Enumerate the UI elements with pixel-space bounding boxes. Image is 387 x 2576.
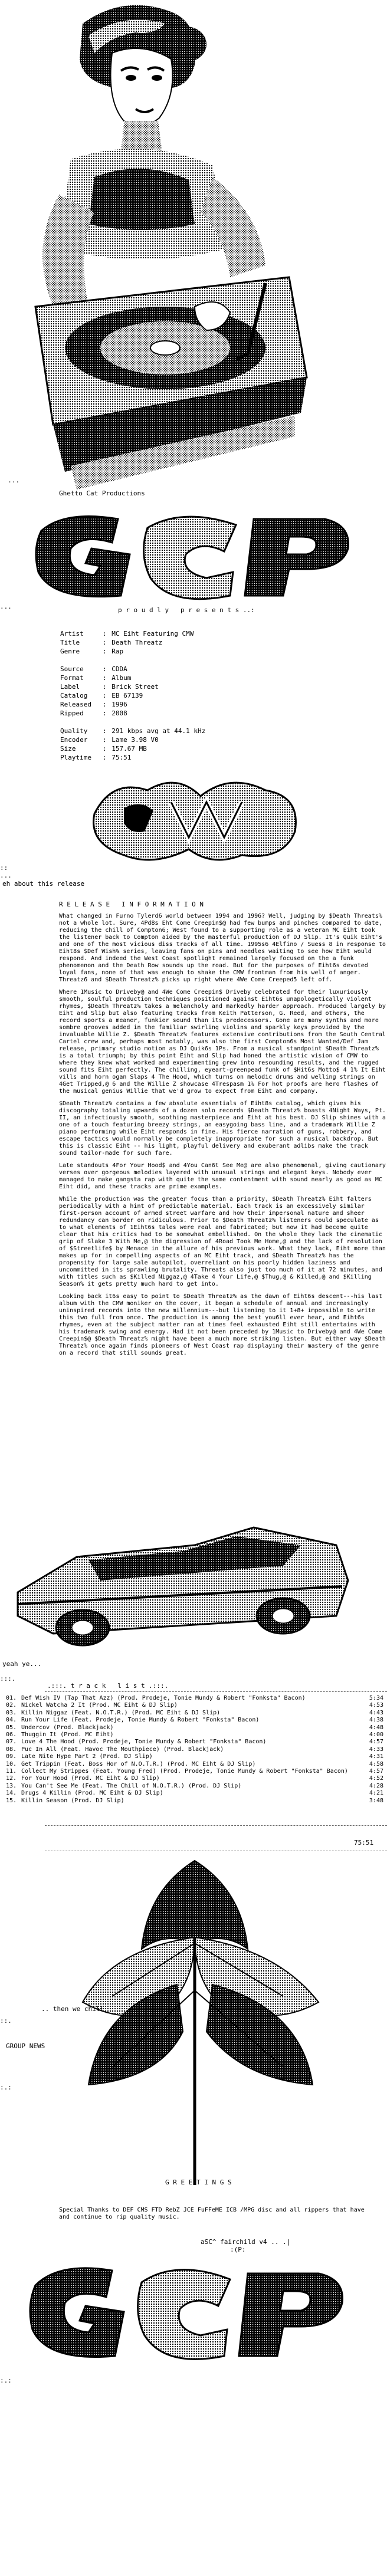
release-info-row [60,630,205,638]
release-info-row [60,709,205,717]
track-time: 4:21 [369,1790,383,1797]
release-info-value: 1996 [111,701,127,708]
release-info-row [60,727,205,735]
chill-text: .. then we chill [41,2005,104,2013]
total-playtime: 75:51 [354,1839,374,1846]
release-info-table [59,629,206,763]
gcp-logo-bottom [24,2259,354,2371]
track-row [6,1798,383,1805]
release-info-separator: : [103,648,111,655]
track-title: Get Trippin (Feat. Boss Hor of N.O.T.R.) (Prod. MC Eiht & DJ Slip) [21,1760,256,1767]
release-info-key: Size [60,745,76,753]
release-info-paragraph: $Death Threatz% contains a few absolute essentials of Eiht8s catalog, which gives his discography totaling upwards of a dozen solo records $Death Threatz% boasts 4Night Ways, Pt. II, an infectiously smooth, soothing masterpiece and Eiht at his best. DJ Slip shines with a one of a touch featuring breezy strings, an easygoing bass line, and a trademark Willie Z piano performing while Eiht responds in fine. His fierce narration of guns, robbery, and escape tactics would normally be completely inappropriate for such a musical backdrop. But this is classic Eiht -- his light, playful delivery and exuberant adlibs make the track sound tailor-made for such fare. [59,1100,386,1156]
track-title: Puc In All (Feat. Havoc The Mouthpiece) (Prod. Blackjack) [21,1746,224,1753]
release-info-row [60,639,205,646]
release-info-separator: : [103,639,111,646]
release-info-separator: : [103,683,111,691]
release-info-key: Encoder [60,736,88,744]
release-info-value: Rap [111,648,124,655]
release-info-key: Playtime [60,754,91,761]
tracklist-label: yeah ye... [2,1660,42,1668]
track-title: You Can't See Me (Feat. The Chill of N.O.T.R.) (Prod. DJ Slip) [21,1782,242,1789]
release-info-value: Brick Street [111,683,159,691]
track-row [6,1710,383,1717]
about-label: eh about this release [2,880,85,888]
track-time: 4:48 [369,1724,383,1731]
release-info-paragraph: Where 1Music to Driveby@ and 4We Come Creepin$ Driveby celebrated for their luxuriously smooth, soulful production techniques positioned against Eiht6s unapologetically violent rhymes, $Death Threatz% takes a melancholy and markedly harder approach. Produced largely by Eiht and Slip but also featuring tracks from Keith Patterson, G. Reed, and others, the record sports a meaner, funkier sound than its predecessors. Gone are many synths and more sombre grooves added in the familiar swirling violins and sparkly keys provided by the invaluable Willie Z. $Death Threatz% features extensive contributions from the South Central Cartel crew and, perhaps most notably, was also the first Compton6s Most Wanted/Def Jam release, primary studio motion as DJ Quik6s 1Ps. From a musical standpoint $Death Threatz% is a total triumph; by this point Eiht and Slip had honed the artistic vision of CMW to where they knew what worked and experimenting grew into resounding results, and the rugged sound fits Eiht perfectly. The chilling, eyeart-greenpead funk of $Hit6s Motto$ 4 1% It Eiht vills and horn ogan Slaps 4 The Hood, which turns on melodic drums and welling strings on 4Get Tripped,@ 6 and the Willie Z showcase 4Trespasm 1% For hot proofs are hero flashes of the musical genius Willie that we'd grow to expect from Eiht and company. [59,989,386,1095]
track-number: 10. [6,1760,17,1767]
track-title: Late Nite Hype Part 2 (Prod. DJ Slip) [21,1753,153,1760]
lowrider-car-illustration [6,1510,360,1651]
dj-girl-illustration [18,0,313,501]
track-time: 3:48 [369,1797,383,1804]
release-info-key: Quality [60,727,88,735]
track-time: 4:57 [369,1739,383,1746]
dots-decor: ... [0,477,20,484]
footer-dots: :.: [0,2377,12,2384]
track-number: 15. [6,1797,17,1804]
release-info-separator: : [103,674,111,682]
gcp-logo [29,507,360,607]
group-news-dots: ::. [0,2017,12,2025]
track-title: Thuggin It (Prod. MC Eiht) [21,1731,114,1739]
about-dots: :: ... [0,864,12,879]
track-row [6,1695,383,1702]
track-number: 13. [6,1782,17,1789]
tracklist-bottom-rule [45,1825,387,1826]
release-info-value: 75:51 [111,754,132,761]
track-number: 01. [6,1695,17,1701]
track-time: 5:34 [369,1695,383,1701]
track-row [6,1717,383,1724]
release-info-separator: : [103,701,111,708]
greetings-text: Special Thanks to DEF CMS FTD RebZ JCE FuFFeME ICB /MPG disc and all rippers that have and continue to rip quality music. [59,2207,365,2220]
release-info-heading: R E L E A S E I N F O R M A T I O N [59,901,204,908]
track-title: Run Your Life (Feat. Prodeje, Tonie Mundy & Robert "Fonksta" Bacon) [21,1717,260,1724]
release-info-key: Source [60,665,84,673]
release-info-key: Genre [60,648,80,655]
track-row [6,1768,383,1775]
track-number: 11. [6,1768,17,1775]
release-info-text [59,913,386,1362]
release-info-paragraph: Looking back it6s easy to point to $Death Threatz% as the dawn of Eiht6s descent---his last album with the CMW moniker on the cover, it began a schedule of annual and increasingly uninspired records into the new millennium---but listening to it 1+8+ impossible to write this two full from once. The production is among the best you6ll ever hear, and Eiht6s rhymes, even at the subject matter ran at times feel exhausted Eiht still entertains with his trademark swing and energy. Had it not been preceded by 1Music to Driveby@ and 4We Come Creepin$@ $Death Threatz% might have been a much more striking listen. But either way $Death Threatz% once again finds pioneers of West Coast rap displaying their mastery of the genre on a record that still sounds great. [59,1293,386,1356]
track-title: For Your Hood (Prod. MC Eiht & DJ Slip) [21,1775,160,1782]
release-info-separator: : [103,692,111,699]
track-title: Nickel Watcha 2 It (Prod. MC Eiht & DJ Slip) [21,1702,178,1709]
greetings-dots: :.: [0,2084,12,2091]
group-news-label: GROUP NEWS [6,2042,45,2050]
release-info-value: Album [111,674,132,682]
logo-dots-left: ... [0,603,12,610]
track-row [6,1702,383,1709]
track-time: 4:00 [369,1731,383,1739]
release-info-separator: : [103,630,111,638]
track-row [6,1761,383,1768]
release-info-row [60,674,205,682]
release-info-key: Artist [60,630,84,638]
track-row [6,1783,383,1790]
release-info-row [60,692,205,699]
track-time: 4:28 [369,1782,383,1789]
track-number: 07. [6,1739,17,1746]
release-info-panel [59,629,206,763]
track-row [6,1753,383,1760]
tracklist-top-rule [45,1691,387,1692]
track-number: 06. [6,1731,17,1739]
release-info-key: Released [60,701,91,708]
release-info-value: CDDA [111,665,127,673]
release-info-row [60,648,205,655]
track-time: 4:52 [369,1775,383,1782]
release-info-key: Format [60,674,84,682]
release-info-row [60,745,205,753]
release-info-value: MC Eiht Featuring CMW [111,630,194,638]
release-info-paragraph: Late standouts 4For Your Hood$ and 4You Can6t See Me@ are also phenomenal, giving cautionary verses over gorgeous melodies layered with unusual strings and elegant keys. Nobody ever managed to make gangsta rap with quite the same contentment with sound nearly as good as MC Eiht did, and these tracks are prime examples. [59,1162,386,1190]
track-row [6,1731,383,1739]
track-title: Drugs 4 Killin (Prod. MC Eiht & DJ Slip) [21,1790,163,1797]
track-row [6,1739,383,1746]
track-number: 08. [6,1746,17,1753]
track-title: Undercov (Prod. Blackjack) [21,1724,114,1731]
track-time: 4:38 [369,1717,383,1724]
release-info-separator: : [103,665,111,673]
release-info-separator: : [103,727,111,735]
track-row [6,1724,383,1731]
cmw-graffiti-logo [88,767,313,867]
tracklist [6,1695,387,1805]
track-number: 02. [6,1702,17,1709]
release-info-value: EB 67139 [111,692,143,699]
proudly-presents: p r o u d l y p r e s e n t s ..: [118,606,255,614]
track-title: Def Wish IV (Tap That Azz) (Prod. Prodeje, Tonie Mundy & Robert "Fonksta" Bacon) [21,1695,306,1701]
release-info-value: 157.67 MB [111,745,147,753]
tracklist-dots: :::. [0,1675,16,1683]
credit-line: aSC^ fairchild v4 .. .| [201,2238,291,2246]
release-info-paragraph: While the production was the greater focus than a priority, $Death Threatz% Eiht falters periodically with a hint of predictable material. Each track is an excessively similar first-person account of armed street warfare and how their impersonal nature and sheer redundancy can border on ridiculous. Prior to $Death Threatz% listeners could speculate as to what elements of 1Eiht6s tales were real and fabricated; but now it had become quite clear that his critics had to be somewhat embellished. On the whole they lack the cinematic grip of Slake 3 With Me,@ the digression of 4Road Took Me Home,@ and the lack of resolution of $Streetlife$ by Menace in the allure of his previous work. What they lack, Eiht more than makes up for in compelling aspects of an MC Eiht track, and $Death Threatz% has the propensity for large sale autopilot, overreliant on his poorly hidden laziness and uncommitted in its sprawling brutality. Threats also just too much of it at 72 minutes, and with titles such as $Killed Niggaz,@ 4Take 4 Your Life,@ $Thug,@ & Killed,@ and $Killing Season% it gets pretty much hard to get into. [59,1196,386,1287]
track-title: Love 4 The Hood (Prod. Prodeje, Tonie Mundy & Robert "Fonksta" Bacon) [21,1739,267,1746]
track-title: Killin Season (Prod. DJ Slip) [21,1797,124,1804]
release-info-row [60,683,205,691]
greetings-heading: G R E E T I N G S [165,2179,232,2186]
release-info-row [60,665,205,673]
track-number: 09. [6,1753,17,1760]
release-info-key: Label [60,683,80,691]
track-title: Killin Niggaz (Feat. N.O.T.R.) (Prod. MC Eiht & DJ Slip) [21,1709,221,1716]
track-title: Collect My Strippes (Feat. Young Fred) (Prod. Prodeje, Tonie Mundy & Robert "Fonksta" Bacon) [21,1768,348,1775]
release-info-value: 291 kbps avg at 44.1 kHz [111,727,206,735]
track-time: 4:31 [369,1753,383,1760]
track-number: 03. [6,1709,17,1716]
release-info-row [60,701,205,708]
track-time: 4:58 [369,1760,383,1767]
release-info-value: 2008 [111,709,127,717]
group-label: Ghetto Cat Productions [59,489,145,497]
release-info-key: Title [60,639,80,646]
track-time: 4:57 [369,1768,383,1775]
track-time: 4:33 [369,1746,383,1753]
release-info-separator: : [103,736,111,744]
release-info-value: Death Threatz [111,639,163,646]
release-info-separator: : [103,745,111,753]
credit-page: :(P: [230,2246,246,2253]
release-info-paragraph: What changed in Furno Tylerd6 world between 1994 and 1996? Well, judging by $Death Threats% not a whole lot. Sure, 4Pd8s Eht Come Creepin$@ had few bumps and pinches compared to date, reducing the chill of Compton6; West found to a supporting role as a veteran MC Eiht took the listener back to Compton aided by the masterful production of DJ Slip. It's Quik Eiht's and one of the most vicious diss tracks of all time. 1995s6 4Elfino / Suess 8 in response to Eiht8s $Def Wish% series, leaving fans on pins and needles waiting to see how Eiht would respond. And indeed the West Coast spotlight remained largely focused on the a funk phenomenon and the Death Row sounds up the road. But for the purposes of Eiht6s devoted loyal fans, none of that was enough to shake the CMW frontman from his well of anger. Threatz6 and $Death Threatz% picks up right where 4We Come Creeped5 left off. [59,913,386,983]
release-info-row [60,736,205,744]
release-info-separator: : [103,709,111,717]
track-number: 04. [6,1717,17,1724]
tracklist-table [6,1695,383,1805]
track-time: 4:53 [369,1702,383,1709]
release-info-separator: : [103,754,111,761]
release-info-key: Ripped [60,709,84,717]
track-row [6,1746,383,1753]
tracklist-header: .:::. t r a c k l i s t .:::. [47,1682,169,1690]
release-info-row [60,754,205,761]
track-time: 4:43 [369,1709,383,1716]
track-number: 05. [6,1724,17,1731]
track-number: 12. [6,1775,17,1782]
release-info-key: Catalog [60,692,88,699]
track-row [6,1775,383,1782]
release-info-value: Lame 3.98 V0 [111,736,159,744]
track-row [6,1790,383,1797]
track-number: 14. [6,1790,17,1797]
leaf-illustration [77,1855,324,2185]
